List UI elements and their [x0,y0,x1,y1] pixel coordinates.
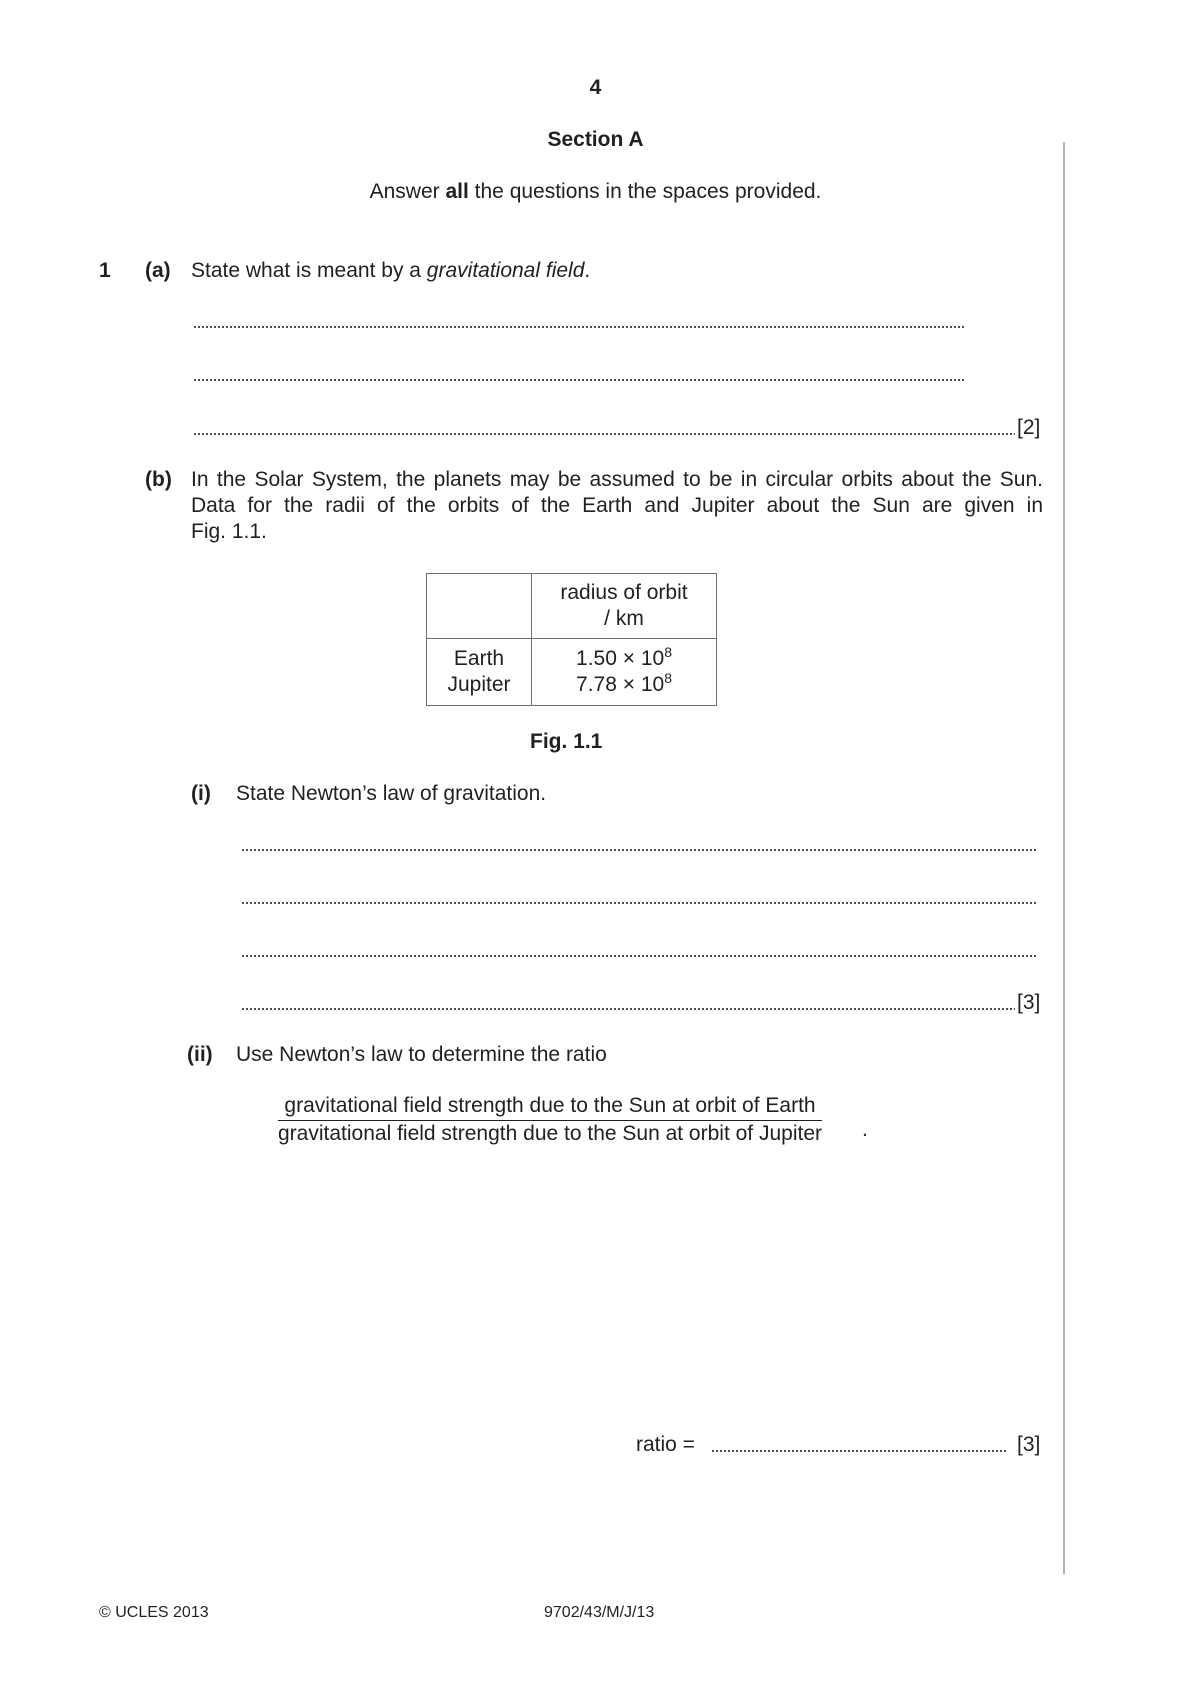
table-corner-cell [427,574,532,639]
table-row-value: $7.78 \times 10^8$ [576,670,672,696]
section-title: Section A [547,128,644,151]
answer-line-a1[interactable] [193,326,966,328]
part-b-line1: In the Solar System, the planets may be assumed to be in circular orbits about the Sun. [191,468,1043,491]
fraction-numerator: gravitational field strength due to the Sun at orbit of Earth [284,1094,816,1117]
table-value-cell [532,639,717,706]
question-number: 1 [99,259,111,282]
footer-copyright: © UCLES 2013 [99,1604,209,1621]
part-ii-marks: [3] [1017,1433,1041,1456]
footer-paper-code: 9702/43/M/J/13 [544,1604,655,1621]
table-row-value: $1.50 \times 10^8$ [576,644,672,670]
answer-line-a3[interactable] [193,433,1015,435]
table-header-cell [532,574,717,639]
table-name-cell [427,639,532,706]
fraction-full-stop: . [862,1118,868,1141]
part-ii-label: (ii) [187,1043,213,1066]
fraction-denominator: gravitational field strength due to the Sun at orbit of Jupiter [278,1122,823,1145]
part-b-line2: Data for the radii of the orbits of the Earth and Jupiter about the Sun are given in [191,494,1043,517]
part-b-line3: Fig. 1.1. [191,520,267,543]
right-margin-line [1063,142,1065,1574]
part-a-marks: [2] [1017,416,1041,439]
page-number: 4 [589,76,602,99]
ratio-label: ratio = [636,1433,695,1456]
part-a-question: State what is meant by a gravitational field. [191,259,591,282]
answer-line-i4[interactable] [241,1008,1015,1010]
part-i-question: State Newton’s law of gravitation. [236,782,547,805]
part-b-label: (b) [145,468,172,491]
orbit-radius-table [426,573,717,706]
answer-line-i1[interactable] [241,849,1036,851]
table-header-line1: radius of orbit [560,581,688,604]
ratio-answer-line[interactable] [711,1450,1007,1452]
instruction: Answer all the questions in the spaces provided. [369,180,822,203]
part-i-marks: [3] [1017,991,1041,1014]
answer-line-i2[interactable] [241,902,1036,904]
part-a-label: (a) [145,259,171,282]
ratio-fraction [278,1093,822,1147]
part-i-label: (i) [191,782,211,805]
table-row-name: Jupiter [447,673,511,696]
table-row-name: Earth [453,647,505,670]
figure-caption: Fig. 1.1 [530,730,603,753]
answer-line-a2[interactable] [193,379,966,381]
table-header-line2: / km [604,607,644,630]
part-ii-question: Use Newton’s law to determine the ratio [236,1043,607,1066]
answer-line-i3[interactable] [241,955,1036,957]
